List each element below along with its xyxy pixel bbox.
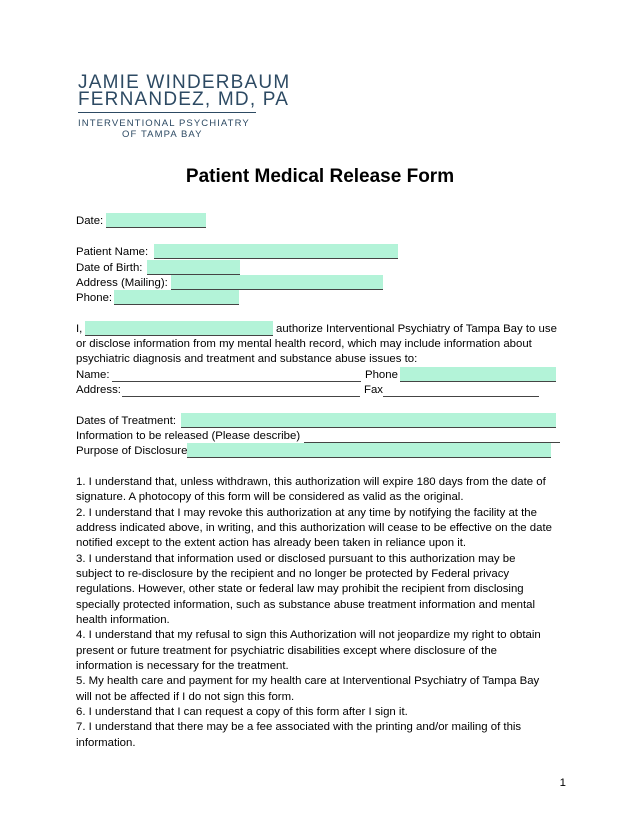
terms-line: 3. I understand that information used or disclosed pursuant to this authorization may be [76, 553, 516, 565]
logo-divider [78, 112, 256, 113]
recipient-name-field[interactable] [112, 367, 361, 382]
treatment-dates-field[interactable] [181, 413, 556, 428]
dob-label: Date of Birth: [76, 262, 143, 274]
auth-i-label: I, [76, 323, 83, 335]
terms-line: present or future treatment for psychiatric disabilities except where disclosure of the [76, 645, 498, 657]
recipient-phone-label: Phone [365, 369, 398, 381]
practice-logo [78, 72, 291, 140]
patient-name-field[interactable] [154, 244, 398, 259]
address-field[interactable] [171, 275, 383, 290]
page-number: 1 [559, 777, 566, 789]
phone-label: Phone: [76, 292, 113, 304]
terms-line: 4. I understand that my refusal to sign this Authorization will not jeopardize my right to obtain [76, 629, 541, 641]
recipient-fax-field[interactable] [383, 382, 539, 397]
terms-line: health information. [76, 614, 170, 626]
form-title: Patient Medical Release Form [185, 166, 455, 187]
terms-line: information is necessary for the treatment. [76, 660, 289, 672]
dob-field[interactable] [147, 260, 240, 275]
terms-line: 7. I understand that there may be a fee associated with the printing and/or mailing of this [76, 721, 522, 733]
date-field[interactable] [106, 213, 206, 228]
auth-text-2: or disclose information from my mental health record, which may include information about [76, 338, 532, 350]
terms-line: specially protected information, such as substance abuse treatment information and mental [76, 599, 536, 611]
terms-line: 1. I understand that, unless withdrawn, this authorization will expire 180 days from the date of [76, 476, 546, 488]
logo-line-2: FERNANDEZ, MD, PA [78, 89, 290, 110]
terms-line: 5. My health care and payment for my health care at Interventional Psychiatry of Tampa Bay [76, 675, 540, 687]
recipient-fax-label: Fax [364, 384, 383, 396]
info-released-label: Information to be released (Please describe) [76, 430, 301, 442]
terms-line: signature. A photocopy of this form will be considered as valid as the original. [76, 491, 464, 503]
recipient-address-field[interactable] [122, 382, 360, 397]
purpose-label: Purpose of Disclosure [76, 445, 188, 457]
terms-line: regulations. However, other state or federal law may prohibit the recipient from disclosing [76, 583, 524, 595]
recipient-phone-field[interactable] [400, 367, 556, 382]
date-label: Date: [76, 215, 104, 227]
terms-line: 6. I understand that I can request a copy of this form after I sign it. [76, 706, 408, 718]
terms-line: information. [76, 737, 136, 749]
logo-line-4: OF TAMPA BAY [122, 129, 203, 140]
recipient-name-label: Name: [76, 369, 110, 381]
address-label: Address (Mailing): [76, 277, 168, 289]
patient-name-label: Patient Name: [76, 246, 149, 258]
info-released-field[interactable] [304, 428, 560, 443]
phone-field[interactable] [114, 290, 239, 305]
treatment-dates-label: Dates of Treatment: [76, 415, 177, 427]
terms-line: address indicated above, in writing, and this authorization will cease to be effective on the date [76, 522, 552, 534]
purpose-field[interactable] [187, 443, 551, 458]
recipient-address-label: Address: [76, 384, 121, 396]
auth-text-3: psychiatric diagnosis and treatment and substance abuse issues to: [76, 353, 418, 365]
authorizer-name-field[interactable] [85, 321, 273, 336]
logo-line-3: INTERVENTIONAL PSYCHIATRY [78, 118, 250, 129]
terms-line: will not be affected if I do not sign this form. [76, 691, 295, 703]
terms-line: subject to re-disclosure by the recipient and no longer be protected by Federal privacy [76, 568, 510, 580]
auth-text-1: authorize Interventional Psychiatry of Tampa Bay to use [276, 323, 557, 335]
terms-line: notified except to the extent action has already been taken in reliance upon it. [76, 537, 467, 549]
terms-line: 2. I understand that I may revoke this authorization at any time by notifying the facility at the [76, 507, 537, 519]
logo-line-1: JAMIE WINDERBAUM [78, 72, 291, 93]
